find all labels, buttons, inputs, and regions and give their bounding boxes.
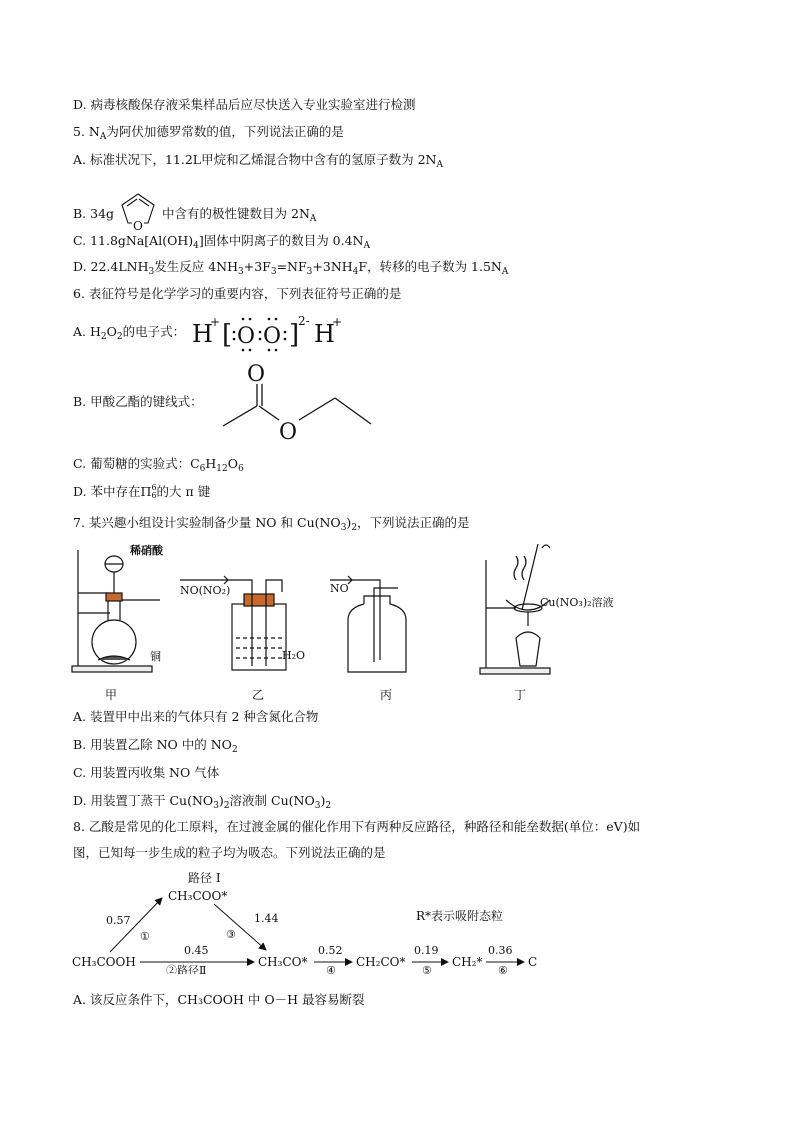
svg-text:+: + bbox=[332, 315, 343, 329]
q6-stem: 6. 表征符号是化学学习的重要内容，下列表征符号正确的是 bbox=[73, 286, 402, 301]
q5-option-d: D. $22.4LNH_3$发生反应 $4NH_3+3F_3=NF_3+3NH_4F$，转移的电子数为 $1.5N_A$ bbox=[73, 259, 509, 277]
barrier-6: 0.36 bbox=[488, 944, 513, 957]
label-yi: 乙 bbox=[252, 688, 265, 702]
svg-text:[: [ bbox=[222, 320, 233, 350]
q7-option-d: D. 用装置丁蒸干 $Cu(NO_3)_2$溶液制 $Cu(NO_3)_2$ bbox=[73, 793, 332, 811]
q5-option-b: B. 34g O 中含有的极性键数目为 $2N_A$ bbox=[73, 192, 316, 236]
q7-option-b: B. 用装置乙除 NO 中的 $NO_2$ bbox=[73, 737, 238, 755]
ether-oxygen: O bbox=[279, 420, 298, 445]
furan-oxygen: O bbox=[133, 219, 143, 233]
adsorption-note: R*表示吸附态粒 bbox=[416, 909, 504, 923]
barrier-2: 0.45 bbox=[184, 944, 209, 957]
q4-option-d: D. 病毒核酸保存液采集样品后应尽快送入专业实验室进行检测 bbox=[73, 97, 416, 112]
label-gas-bing: NO bbox=[330, 582, 349, 595]
svg-text:H: H bbox=[314, 320, 335, 348]
ethyl-formate-skeletal bbox=[215, 358, 380, 448]
label-ding: 丁 bbox=[514, 688, 527, 702]
apparatus-figure bbox=[68, 538, 648, 706]
q7-stem: 7. 某兴趣小组设计实验制备少量 NO 和 $Cu(NO_3)_2$，下列说法正确的是 bbox=[73, 515, 470, 533]
q6-option-b: B. 甲酸乙酯的键线式： bbox=[73, 394, 203, 409]
q6-option-c: C. 葡萄糖的实验式：$C_6H_{12}O_6$ bbox=[73, 456, 244, 474]
svg-text:O: O bbox=[263, 324, 282, 349]
species-ch3co: CH₃CO* bbox=[258, 955, 308, 969]
q6-option-d: D. 苯中存在Π 6 6 的大 π 键 bbox=[73, 483, 211, 500]
svg-text:O: O bbox=[237, 324, 256, 349]
q5-option-a: A. 标准状况下，11.2L甲烷和乙烯混合物中含有的氢原子数为 $2N_A$ bbox=[73, 152, 443, 170]
species-ch2co: CH₂CO* bbox=[356, 955, 406, 969]
label-water: H₂O bbox=[282, 649, 306, 662]
barrier-5: 0.19 bbox=[414, 944, 439, 957]
pi-bond-symbol: Π 6 6 bbox=[140, 483, 157, 500]
svg-text:+: + bbox=[210, 315, 221, 329]
species-ch2: CH₂* bbox=[452, 955, 483, 969]
apparatus-ding bbox=[480, 544, 550, 674]
label-jia: 甲 bbox=[105, 688, 118, 702]
species-ch3cooh: CH₃COOH bbox=[72, 955, 136, 969]
species-c: C bbox=[528, 955, 538, 969]
svg-text:H: H bbox=[192, 320, 213, 348]
q7-option-c: C. 用装置丙收集 NO 气体 bbox=[73, 765, 220, 780]
path-1-label: 路径 Ⅰ bbox=[188, 871, 221, 885]
step-4-label: ④ bbox=[326, 964, 336, 974]
label-acid: 稀硝酸 bbox=[130, 544, 163, 557]
step-1-label: ① bbox=[140, 930, 150, 943]
h2o2-electron-formula bbox=[190, 312, 360, 354]
apparatus-jia bbox=[72, 550, 160, 672]
furan-structure bbox=[118, 192, 158, 236]
q8-stem-line2: 图，已知每一步生成的粒子均为吸态。下列说法正确的是 bbox=[73, 845, 386, 860]
label-gas-yi: NO(NO₂) bbox=[180, 584, 231, 597]
q5-stem: 5. $N_A$为阿伏加德罗常数的值，下列说法正确的是 bbox=[73, 124, 344, 142]
barrier-4: 0.52 bbox=[318, 944, 343, 957]
step-3-label: ③ bbox=[226, 928, 236, 941]
barrier-3: 1.44 bbox=[254, 912, 279, 925]
carbonyl-oxygen: O bbox=[247, 362, 266, 387]
svg-text:]: ] bbox=[289, 320, 300, 350]
q5-option-c: C. $11.8gNa[Al(OH)_4]$固体中阴离子的数目为 $0.4N_A$ bbox=[73, 233, 370, 251]
barrier-1: 0.57 bbox=[106, 914, 131, 927]
svg-text:2-: 2- bbox=[298, 314, 310, 328]
label-bing: 丙 bbox=[380, 688, 393, 702]
q6-option-a: A. $H_2O_2$的电子式： bbox=[73, 324, 186, 342]
path-2-label: ②路径Ⅱ bbox=[166, 964, 207, 974]
step-5-label: ⑤ bbox=[422, 964, 432, 974]
species-ch3coo: CH₃COO* bbox=[168, 889, 228, 903]
reaction-path-diagram bbox=[68, 866, 548, 974]
q8-stem-line1: 8. 乙酸是常见的化工原料，在过渡金属的催化作用下有两种反应路径，种路径和能垒数据(单位：eV)如 bbox=[73, 819, 641, 834]
step-3-arrow bbox=[214, 904, 266, 950]
step-6-label: ⑥ bbox=[498, 964, 508, 974]
label-copper: 铜 bbox=[150, 650, 161, 663]
q7-option-a: A. 装置甲中出来的气体只有 2 种含氮化合物 bbox=[73, 709, 319, 724]
label-solution: Cu(NO₃)₂溶液 bbox=[540, 596, 614, 609]
q8-option-a: A. 该反应条件下，CH₃COOH 中 O－H 最容易断裂 bbox=[73, 992, 365, 1007]
